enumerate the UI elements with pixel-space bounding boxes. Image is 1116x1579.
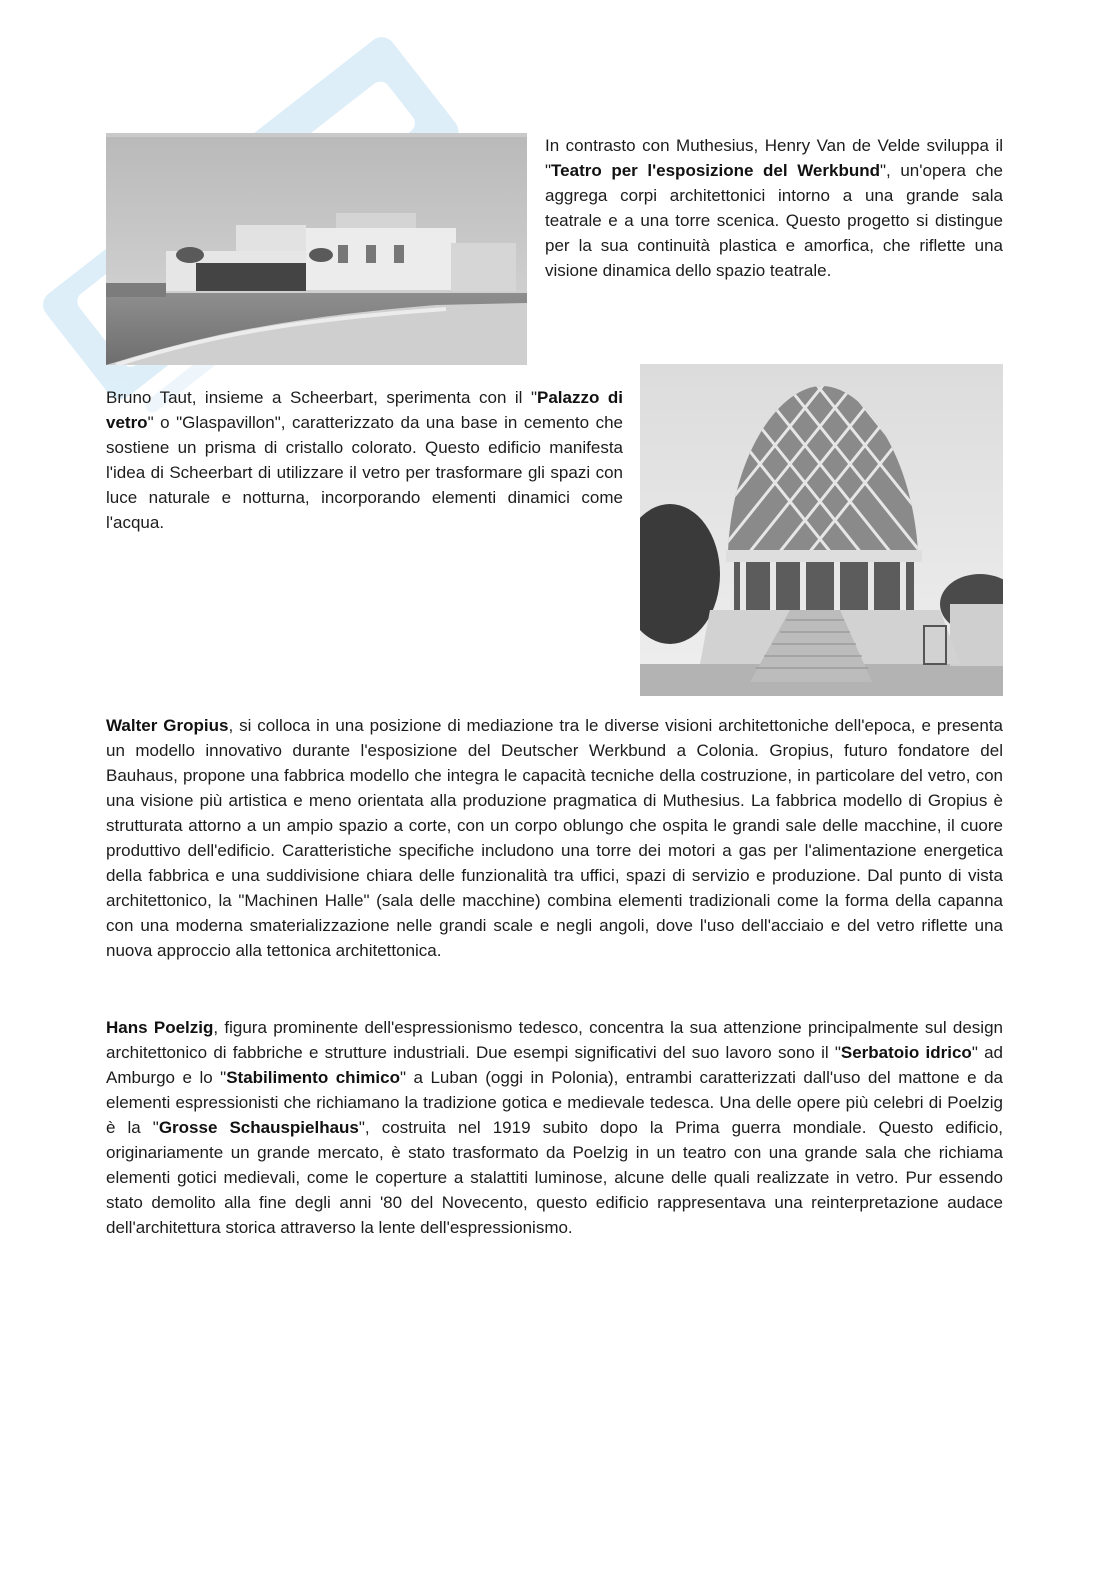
theatre-photo (106, 133, 527, 365)
glass-pavilion-photo (640, 364, 1003, 696)
serbatoio-idrico-title: Serbatoio idrico (840, 1043, 972, 1062)
walter-gropius-paragraph: Walter Gropius, si colloca in una posizione di mediazione tra le diverse visioni architettoniche dell'epoca, e presenta un modello innovativo durante l'esposizione del Deutscher Werkbund a Colonia. Gropius, futuro fondatore del Bauhaus, propone una fabbrica modello che integra le capacità tecniche della costruzione, in particolare del vetro, con una visione più artistica e meno orientata alla produzione pragmatica di Muthesius. La fabbrica modello di Gropius è strutturata attorno a un ampio spazio a corte, con un corpo oblungo che ospita le grandi sale delle macchine, il cuore produttivo dell'edificio. Caratteristiche specifiche includono una torre dei motori a gas per l'alimentazione energetica della fabbrica e una suddivisione chiara delle funzionalità tra uffici, spazi di servizio e produzione. Dal punto di vista architettonico, la "Machinen Halle" (sala delle macchine) combina elementi tradizionali come la forma della capanna con una moderna smaterializzazione nelle grandi scale e negli angoli, dove l'uso dell'acciaio e del vetro riflette una nuova approccio alla tettonica architettonica. (106, 716, 1004, 960)
grosse-schauspielhaus-title: Grosse Schauspielhaus (158, 1118, 359, 1137)
van-de-velde-paragraph: In contrasto con Muthesius, Henry Van de Velde sviluppa il "Teatro per l'esposizione del Werkbund", un'opera che aggrega corpi architettonici intorno a una grande sala teatrale e a una torre scenica. Questo progetto si distingue per la sua continuità plastica e amorfica, che riflette una visione dinamica dello spazio teatrale. (545, 136, 1003, 280)
theatre-title: Teatro per l'esposizione del Werkbund (551, 161, 880, 180)
palazzo-di-vetro-title: Palazzo di vetro (106, 388, 623, 432)
walter-gropius-name: Walter Gropius (106, 716, 229, 735)
hans-poelzig-name: Hans Poelzig (106, 1018, 214, 1037)
bruno-taut-paragraph: Bruno Taut, insieme a Scheerbart, sperimenta con il "Palazzo di vetro" o "Glaspavillon", caratterizzato da una base in cemento che sostiene un prisma di cristallo colorato. Questo edificio manifesta l'idea di Scheerbart di utilizzare il vetro per trasformare gli spazi con luce naturale e notturna, incorporando elementi dinamici come l'acqua. (106, 388, 623, 532)
stabilimento-chimico-title: Stabilimento chimico (226, 1068, 400, 1087)
hans-poelzig-paragraph: Hans Poelzig, figura prominente dell'espressionismo tedesco, concentra la sua attenzione principalmente sul design architettonico di fabbriche e strutture industriali. Due esempi significativi del suo lavoro sono il "Serbatoio idrico" ad Amburgo e lo "Stabilimento chimico" a Luban (oggi in Polonia), entrambi caratterizzati dall'uso del mattone e da elementi espressionisti che richiamano la tradizione gotica e medievale tedesca. Una delle opere più celebri di Poelzig è la "Grosse Schauspielhaus", costruita nel 1919 subito dopo la Prima guerra mondiale. Questo edificio, originariamente un grande mercato, è stato trasformato da Poelzig in un teatro con una grande sala che richiama elementi gotici medievali, come le coperture a stalattiti luminose, alcune delle quali realizzate in vetro. Pur essendo stato demolito alla fine degli anni '80 del Novecento, questo edificio rappresentava una reinterpretazione audace dell'architettura storica attraverso la lente dell'espressionismo. (106, 1018, 1004, 1237)
